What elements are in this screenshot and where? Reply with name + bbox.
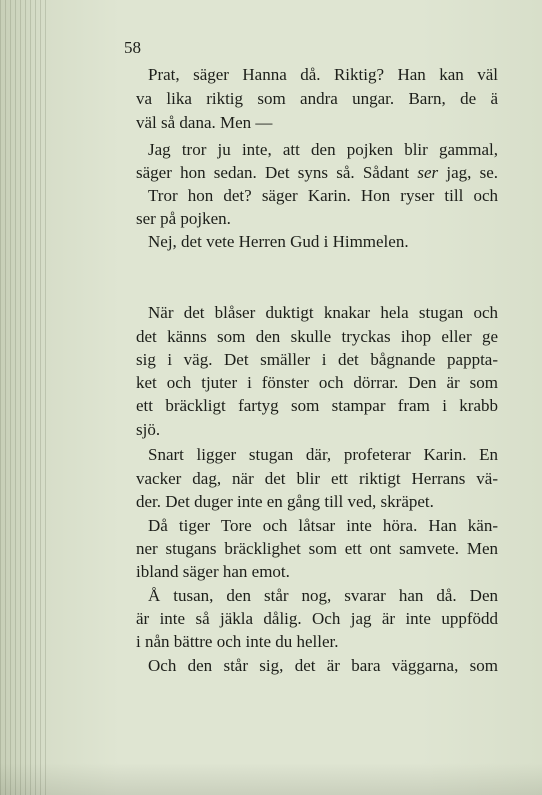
text-line: sjö. (136, 420, 161, 439)
text-line: vacker dag, när det blir ett riktigt Herrans vä- (136, 469, 498, 488)
text-line: det känns som den skulle tryckas ihop eller ge (136, 327, 498, 346)
text-line: Jag tror ju inte, att den pojken blir gammal, (148, 140, 498, 159)
text-line: Då tiger Tore och låtsar inte höra. Han kän- (148, 516, 498, 535)
text-line: Å tusan, den står nog, svarar han då. Den (148, 586, 498, 605)
text-line: väl så dana. Men — (136, 113, 273, 132)
text-line: va lika riktig som andra ungar. Barn, de ä (136, 89, 498, 108)
text-line: När det blåser duktigt knakar hela stugan och (148, 303, 498, 322)
text-line: är inte så jäkla dålig. Och jag är inte uppfödd (136, 609, 498, 628)
text-line: i nån bättre och inte du heller. (136, 632, 339, 651)
text-line: ibland säger han emot. (136, 562, 290, 581)
text-line: Och den står sig, det är bara väggarna, som (148, 656, 498, 675)
text-span: säger hon sedan. Det syns så. Sådant (136, 163, 410, 182)
text-line: ket och tjuter i fönster och dörrar. Den är som (136, 373, 498, 392)
text-line: Snart ligger stugan där, profeterar Karin. En (148, 445, 498, 464)
text-line: Nej, det vete Herren Gud i Himmelen. (148, 232, 409, 251)
text-line: Tror hon det? säger Karin. Hon ryser till och (148, 186, 498, 205)
text-line: der. Det duger inte en gång till ved, skräpet. (136, 492, 434, 511)
page-number: 58 (124, 38, 141, 57)
text-line: ser på pojken. (136, 209, 231, 228)
page-gutter (0, 0, 48, 795)
text-line (136, 161, 498, 185)
text-line: ett bräckligt fartyg som stampar fram i krabb (136, 396, 498, 415)
text-line: sig i väg. Det smäller i det bågnande pappta- (136, 350, 498, 369)
text-span: jag, se. (446, 163, 499, 182)
italic-word: ser (417, 163, 439, 182)
text-line: Prat, säger Hanna då. Riktig? Han kan väl (148, 65, 498, 84)
page-bottom-shadow (0, 763, 542, 795)
text-line: ner stugans bräcklighet som ett ont samvete. Men (136, 539, 498, 558)
